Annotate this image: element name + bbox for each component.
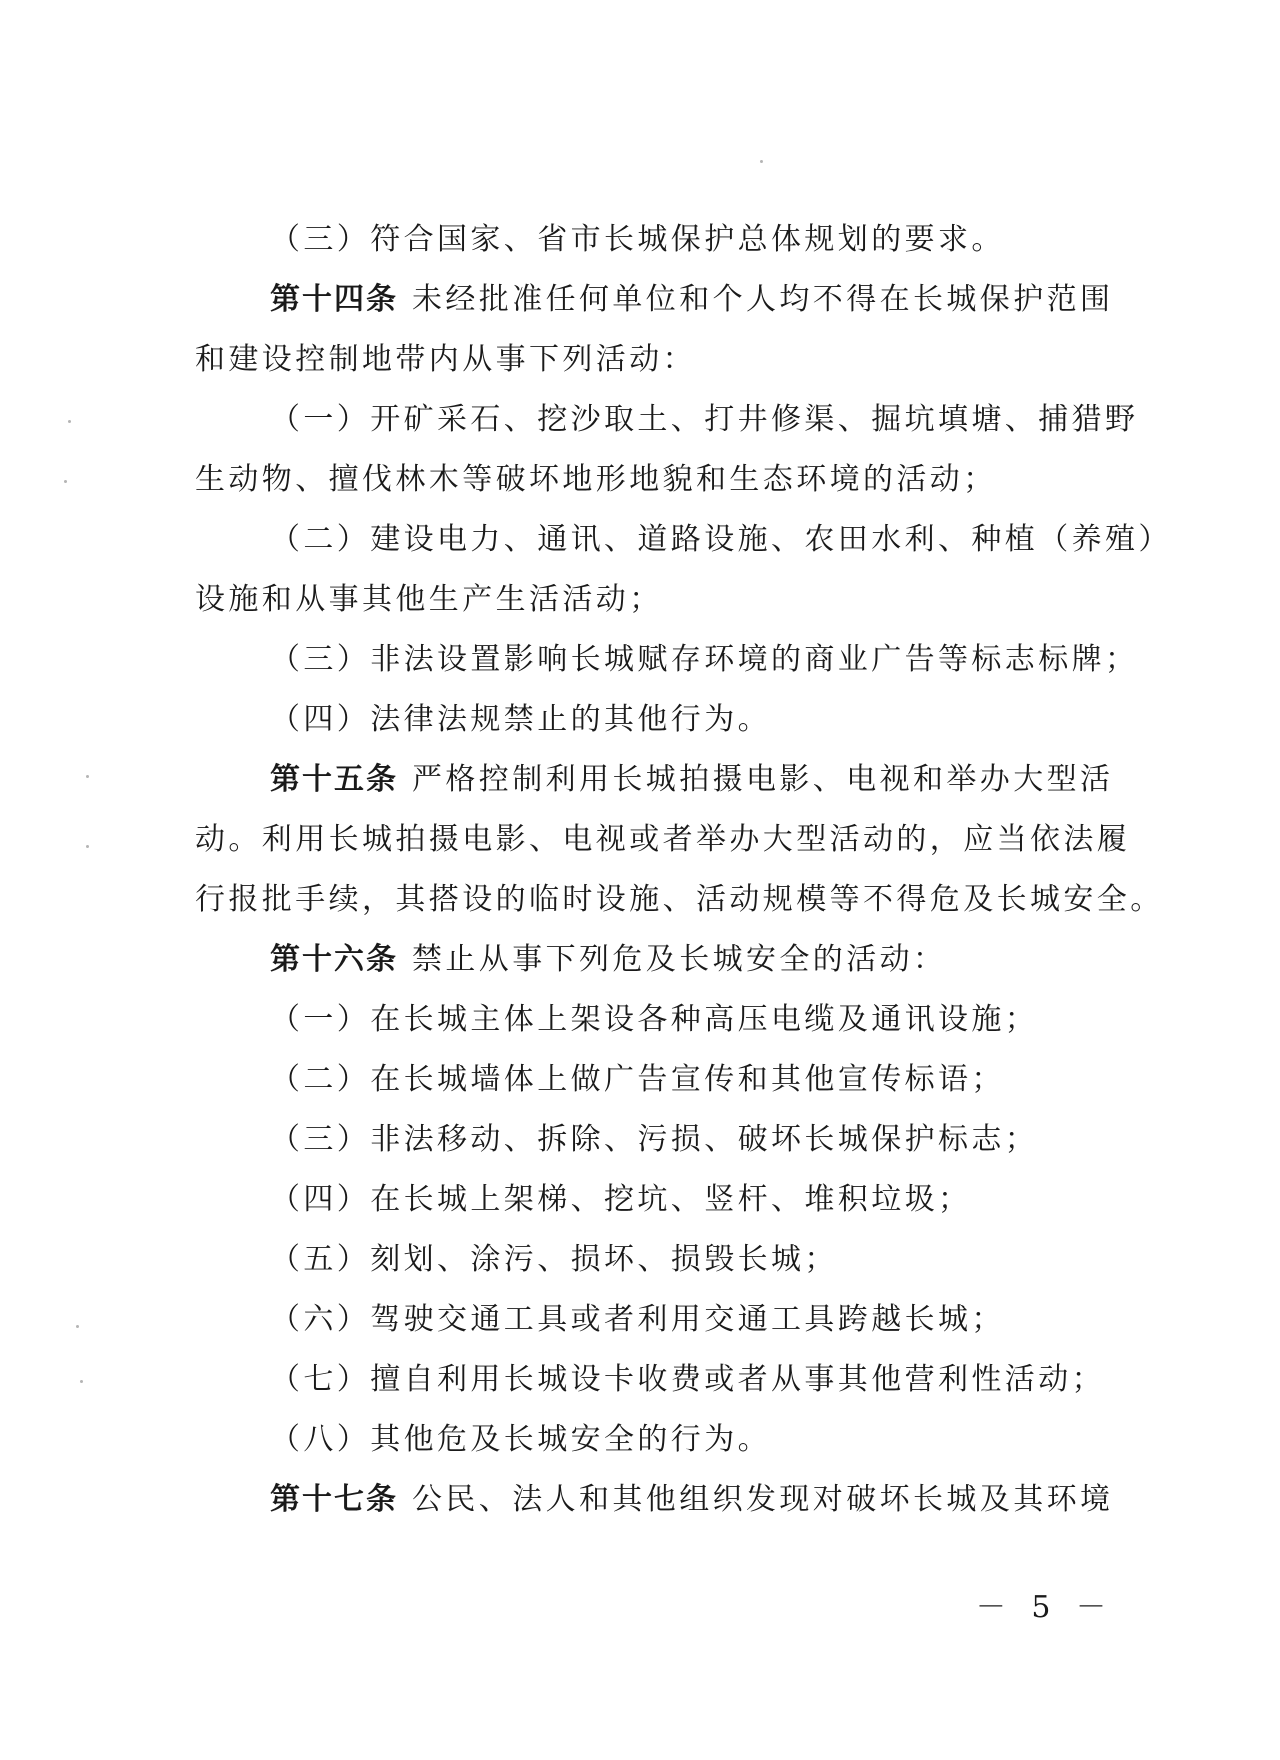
scan-speck bbox=[760, 160, 763, 163]
line-13 bbox=[195, 930, 1115, 990]
scan-speck bbox=[80, 1380, 83, 1383]
line-8: （三）非法设置影响长城赋存环境的商业广告等标志标牌； bbox=[270, 642, 1139, 677]
scan-speck bbox=[68, 420, 71, 423]
article-16-text: 禁止从事下列危及长城安全的活动： bbox=[412, 942, 947, 977]
line-5: 生动物、擅伐林木等破坏地形地貌和生态环境的活动； bbox=[195, 462, 997, 497]
line-1: （三）符合国家、省市长城保护总体规划的要求。 bbox=[270, 222, 1005, 257]
scan-speck bbox=[86, 845, 89, 848]
line-12: 行报批手续，其搭设的临时设施、活动规模等不得危及长城安全。 bbox=[195, 882, 1164, 917]
line-19: （六）驾驶交通工具或者利用交通工具跨越长城； bbox=[270, 1302, 1005, 1337]
article-17-text: 公民、法人和其他组织发现对破坏长城及其环境 bbox=[412, 1482, 1114, 1517]
line-14: （一）在长城主体上架设各种高压电缆及通讯设施； bbox=[270, 1002, 1039, 1037]
line-3: 和建设控制地带内从事下列活动： bbox=[195, 342, 696, 377]
article-17-heading: 第十七条 bbox=[270, 1482, 398, 1517]
scan-speck bbox=[86, 775, 89, 778]
line-20: （七）擅自利用长城设卡收费或者从事其他营利性活动； bbox=[270, 1362, 1105, 1397]
scan-speck bbox=[76, 1325, 79, 1328]
line-10 bbox=[195, 750, 1115, 810]
line-11: 动。利用长城拍摄电影、电视或者举办大型活动的，应当依法履 bbox=[195, 822, 1131, 857]
article-14-heading: 第十四条 bbox=[270, 282, 398, 317]
line-2 bbox=[195, 270, 1115, 330]
article-14-text: 未经批准任何单位和个人均不得在长城保护范围 bbox=[412, 282, 1114, 317]
line-7: 设施和从事其他生产生活活动； bbox=[195, 582, 663, 617]
article-15-heading: 第十五条 bbox=[270, 762, 398, 797]
document-body bbox=[195, 210, 1172, 1530]
line-9: （四）法律法规禁止的其他行为。 bbox=[270, 702, 771, 737]
line-18: （五）刻划、涂污、损坏、损毁长城； bbox=[270, 1242, 838, 1277]
scan-speck bbox=[64, 480, 67, 483]
line-17: （四）在长城上架梯、挖坑、竖杆、堆积垃圾； bbox=[270, 1182, 972, 1217]
line-21: （八）其他危及长城安全的行为。 bbox=[270, 1422, 771, 1457]
line-16: （三）非法移动、拆除、污损、破坏长城保护标志； bbox=[270, 1122, 1039, 1157]
article-15-text: 严格控制利用长城拍摄电影、电视和举办大型活 bbox=[412, 762, 1114, 797]
page-number: － 5 － bbox=[975, 1590, 1114, 1625]
line-4: （一）开矿采石、挖沙取土、打井修渠、掘坑填塘、捕猎野 bbox=[270, 402, 1139, 437]
line-22 bbox=[195, 1470, 1115, 1530]
line-15: （二）在长城墙体上做广告宣传和其他宣传标语； bbox=[270, 1062, 1005, 1097]
article-16-heading: 第十六条 bbox=[270, 942, 398, 977]
line-6: （二）建设电力、通讯、道路设施、农田水利、种植（养殖） bbox=[270, 522, 1172, 557]
